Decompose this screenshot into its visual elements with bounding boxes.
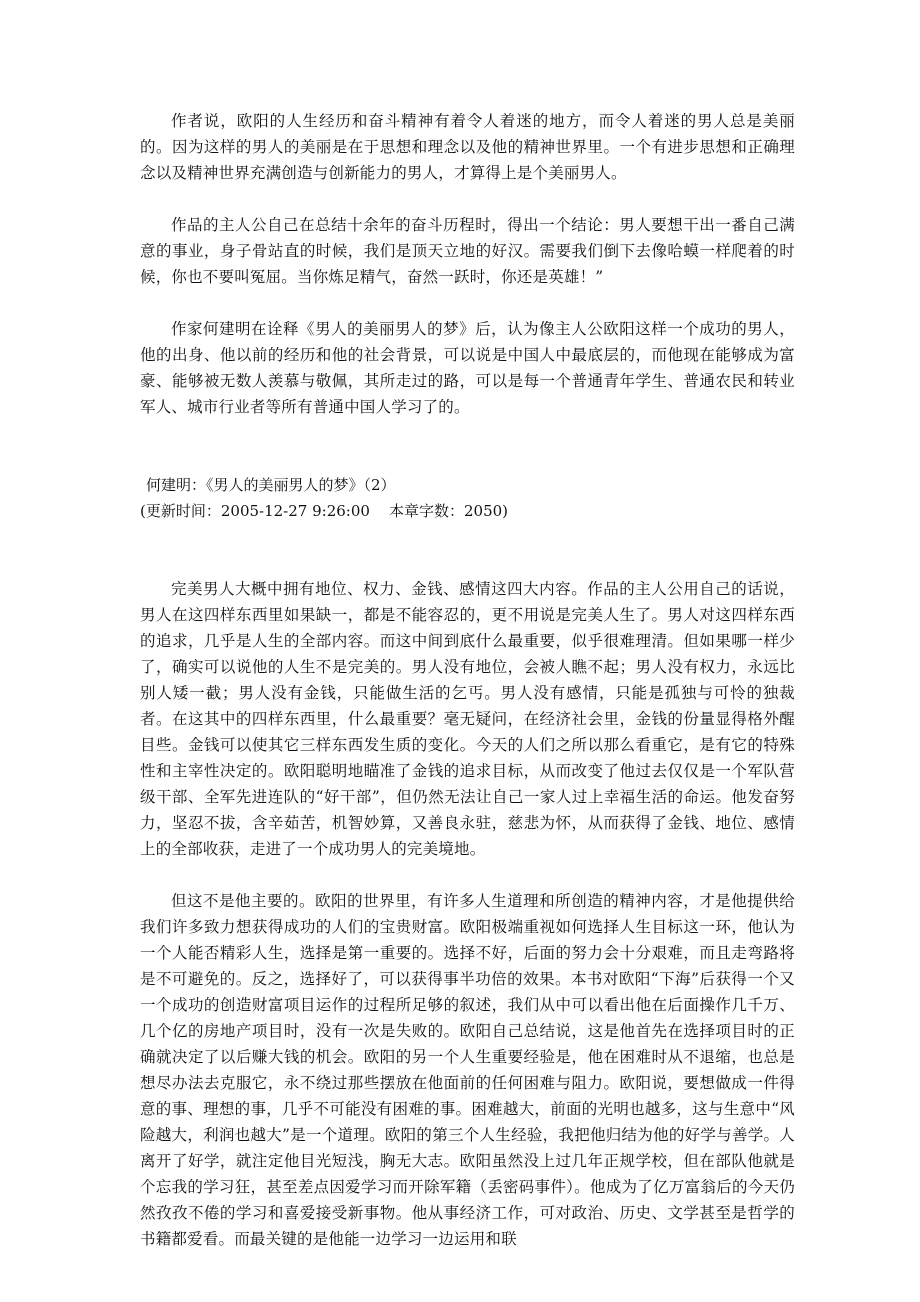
paragraph: 但这不是他主要的。欧阳的世界里，有许多人生道理和所创造的精神内容，才是他提供给我们许多致力想获得成功的人们的宝贵财富。欧阳极端重视如何选择人生目标这一环，他认为一个人能否精彩人生，选择是第一重要的。选择不好，后面的努力会十分艰难，而且走弯路将是不可避免的。反之，选择好了，可以获得事半功倍的效果。本书对欧阳“下海”后获得一个又一个成功的创造财富项目运作的过程所足够的叙述，我们从中可以看出他在后面操作几千万、几个亿的房地产项目时，没有一次是失败的。欧阳自己总结说，这是他首先在选择项目时的正确就决定了以后赚大钱的机会。欧阳的另一个人生重要经验是，他在困难时从不退缩，也总是想尽办法去克服它，永不绕过那些摆放在他面前的任何困难与阻力。欧阳说，要想做成一件得意的事、理想的事，几乎不可能没有困难的事。困难越大，前面的光明也越多，这与生意中“风险越大，利润也越大”是一个道理。欧阳的第三个人生经验，我把他归结为他的好学与善学。人离开了好学，就注定他目光短浅，胸无大志。欧阳虽然没上过几年正规学校，但在部队他就是个忘我的学习狂，甚至差点因爱学习而开除军籍（丢密码事件）。他成为了亿万富翁后的今天仍然孜孜不倦的学习和喜爱接受新事物。他从事经济工作，可对政治、历史、文学甚至是哲学的书籍都爱看。而最关键的是他能一边学习一边运用和联 (140, 892, 795, 1248)
paragraph: 作品的主人公自己在总结十余年的奋斗历程时，得出一个结论：男人要想干出一番自己满意的事业，身子骨站直的时候，我们是顶天立地的好汉。需要我们倒下去像哈蟆一样爬着的时候，你也不要叫冤屈。当你炼足精气，奋然一跃时，你还是英雄！” (140, 216, 795, 286)
paragraph: 完美男人大概中拥有地位、权力、金钱、感情这四大内容。作品的主人公用自己的话说，男人在这四样东西里如果缺一，都是不能容忍的，更不用说是完美人生了。男人对这四样东西的追求，几乎是人生的全部内容。而这中间到底什么最重要，似乎很难理清。但如果哪一样少了，确实可以说他的人生不是完美的。男人没有地位，会被人瞧不起；男人没有权力，永远比别人矮一截；男人没有金钱，只能做生活的乞丐。男人没有感情，只能是孤独与可怜的独裁者。在这其中的四样东西里，什么最重要？毫无疑问，在经济社会里，金钱的份量显得格外醒目些。金钱可以使其它三样东西发生质的变化。今天的人们之所以那么看重它，是有它的特殊性和主宰性决定的。欧阳聪明地瞄准了金钱的追求目标，从而改变了他过去仅仅是一个军队营级干部、全军先进连队的“好干部”，但仍然无法让自己一家人过上幸福生活的命运。他发奋努力，坚忍不拔，含辛茹苦，机智妙算，又善良永驻，慈悲为怀，从而获得了金钱、地位、感情上的全部收获，走进了一个成功男人的完美境地。 (140, 580, 795, 858)
document-page (140, 108, 795, 1252)
paragraph: 作家何建明在诠释《男人的美丽男人的梦》后，认为像主人公欧阳这样一个成功的男人，他的出身、他以前的经历和他的社会背景，可以说是中国人中最底层的，而他现在能够成为富豪、能够被无数人羡慕与敬佩，其所走过的路，可以是每一个普通青年学生、普通农民和转业军人、城市行业者等所有普通中国人学习了的。 (140, 320, 795, 416)
paragraph-gap (140, 186, 795, 212)
paragraph-gap (140, 862, 795, 888)
section-gap (140, 420, 795, 472)
chapter-title: 何建明：《男人的美丽男人的梦》（2） (146, 476, 396, 494)
paragraph: 作者说，欧阳的人生经历和奋斗精神有着令人着迷的地方，而令人着迷的男人总是美丽的。因为这样的男人的美丽是在于思想和理念以及他的精神世界里。一个有进步思想和正确理念以及精神世界充满创造与创新能力的男人，才算得上是个美丽男人。 (140, 112, 795, 182)
section-gap (140, 524, 795, 576)
chapter-meta: (更新时间：2005-12-27 9:26:00 本章字数：2050) (140, 502, 509, 520)
paragraph-gap (140, 290, 795, 316)
